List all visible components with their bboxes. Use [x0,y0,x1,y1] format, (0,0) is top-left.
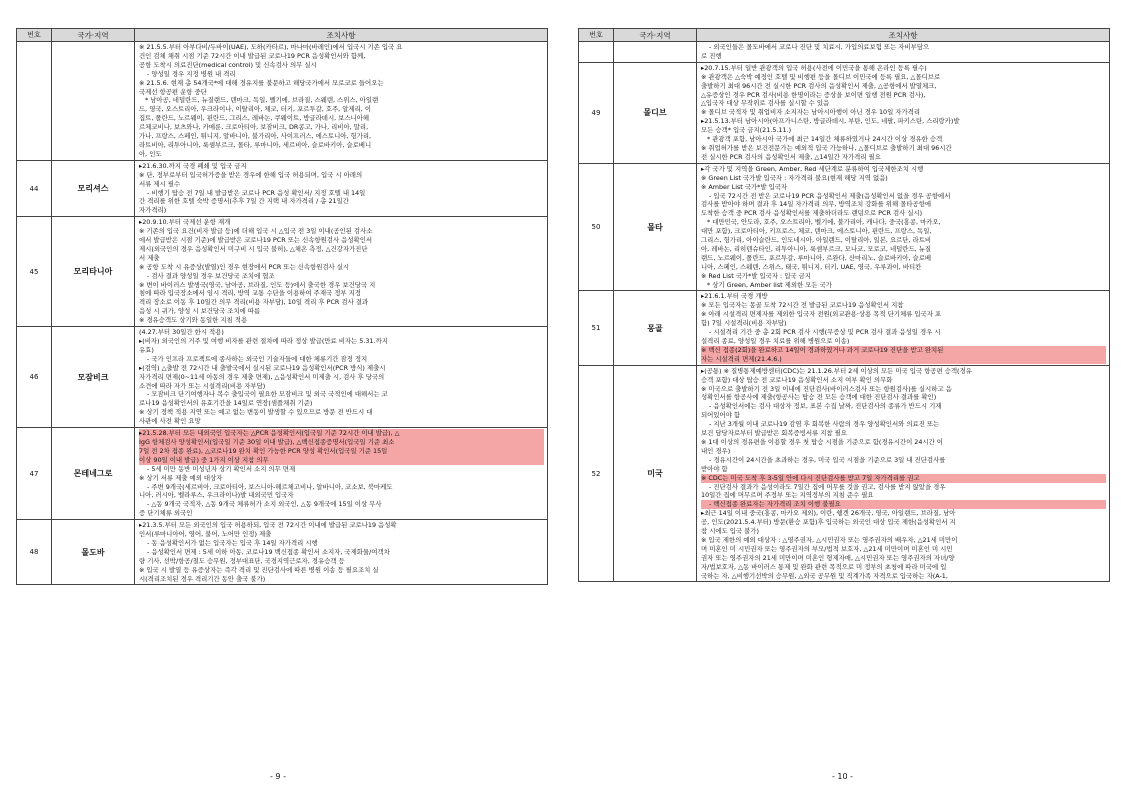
measure-line: ▸21.5.28.부터 모든 내외국인 입국자는 △PCR 음성확인서(입국일 기준 72시간 이내 발급), △ [139,429,544,438]
row-number: 47 [17,428,52,520]
header-measure: 조치사항 [135,29,548,42]
measure-cell [697,163,1110,291]
measure-line: ※ 관광객은 △숙박 예정인 호텔 및 비행편 등을 몰디브 이민국에 등록 필요, △몰디브로 [701,72,941,81]
measure-line: 이상 90일 이내 발급) 중 1가지 이상 지참 의무 [139,456,544,465]
measure-line: 참 시에도 입국 불가) [701,527,759,536]
measure-line: 자/법보호자, △동 바이러스 통제 및 완화 관련 목적으로 미 정부의 초청에 따라 미국에 입 [701,562,947,571]
measure-line: 서류 제시 필수 [139,179,181,188]
measure-line: 량 기사, 선박/항공/철도 승무원, 정부대표단, 국경지역근로자, 경유승객 등 [139,556,345,565]
measure-line: ※ 공항 도착 시 유증상(발열)인 경우 현장에서 PCR 또는 신속항원검사 실시 [139,262,350,271]
measure-line: * 상기 Green, Amber list 제외한 모든 국가 [707,280,832,289]
measure-line: 아, 레바논, 리히텐슈타인, 리투아니아, 룩셈부르크, 모나코, 모로코, 네덜란드, 뉴질 [701,244,932,253]
measure-line: ▸21.3.5.부터 모든 외국인의 입국 허용하되, 입국 전 72시간 이내에 발급된 코로나19 음성확 [139,521,397,530]
measure-line: - 국가 인프라 프로젝트에 종사하는 외국인 기술자들에 대한 체류기간 잠정 정지 [147,354,368,363]
row-number: 52 [579,365,614,582]
measure-line: - 5세 미만 동반 미성년자 상기 확인서 소지 의무 면제 [147,464,296,473]
measure-line: ※ CDC는 미국 도착 후 3-5일 안에 다시 진단검사를 받고 7일 자가격리를 권고 [701,474,1106,483]
measure-line: 드, 영국, 오스트리아, 우크라이나, 이탈리아, 체코, 터키, 포르투갈, 호주, 알제리, 이 [139,105,372,114]
measures-table-left [16,28,548,585]
measure-line: - △동 9개국 국적자, △동 9개국 체류허가 소지 외국인, △동 9개국에 15일 이상 무사 [147,500,382,509]
measure-line: ▸20.7.15.부터 일반 관광객의 입국 허용(사전에 이민국을 통해 온라인 등록 필수) [701,63,927,72]
row-number: 50 [579,163,614,291]
measure-line: 르체코비나, 보츠와나, 카메룬, 크로아티아, 보잠비크, DR콩고, 가나, 리비아, 말리, [139,123,369,132]
measures-table-right [578,28,1110,582]
table-row [17,428,548,520]
country-name: 미국 [614,365,697,582]
measure-line: 시(격리조치된 경우 격리기간 동안 출국 불가) [139,574,266,583]
measure-line: ※ 21.5.5.부터 아부다비/두바이(UAE), 도하(카타르), 마나마(바레인)에서 입국시 기존 입국 요 [139,43,403,51]
measure-line: ※ 상기 서류 제출 예외 대상자 [139,473,223,482]
measure-line: 10일간 집에 머무르며 주정부 또는 지역정부의 지침 준수 필요 [701,491,874,500]
measure-line: IgG 항체검사 양성확인서(입국일 기준 30일 이내 발급), △백신접종증명서(입국일 기준 최소 [139,438,544,447]
row-number: 48 [17,520,52,585]
page-right [578,28,1110,582]
measure-line: 성확인서를 항공사에 제출(항공사는 탑승 전 모든 승객에 대한 진단검사 결과를 확인) [701,393,937,402]
measure-cell [135,327,548,428]
measure-line: 검사를 받아야 하며 결과 후 14일 자가격리 의무, 방역조치 강화를 위해 몰타공항에 [701,200,932,209]
measure-cell [135,42,548,161]
measure-line: ▸20.9.10.부터 국제선 운항 재개 [139,218,231,227]
measure-cell [135,160,548,216]
page-number-right: - 10 - [832,772,854,781]
measure-line: - 백신접종 완료자는 자가격리 조치 이행 불필요 [701,500,1106,509]
measure-line: ※ 아래 시설격리 면제자를 제외한 입국자 전원(외교관용·상용 목적 단기체류 입국자 포 [701,310,942,319]
measure-line: 제시(외국인의 경우 음성확인서 미구비 시 입국 불허), △체온 측정, △건강자가진단 [139,244,368,253]
table-header [17,29,548,42]
measure-line: 받아야 함 [701,464,728,473]
country-name: 몰도바 [52,520,135,585]
measure-cell [135,217,548,327]
measure-line: 집트, 폴란드, 노르웨이, 핀란드, 그리스, 레바논, 쿠웨이트, 방글라데시, 보스니아헤 [139,114,370,123]
row-number [17,42,52,161]
measure-line: ※ 단, 정부로부터 입국허가증을 받은 경우에 한해 입국 허용되며, 입국 시 아래의 [139,170,363,179]
measure-line: (4.27.부터 30일간 한시 적용) [139,328,224,337]
measure-line: ※ 경유승객도 상기와 동일한 지침 적용 [139,316,248,325]
measure-line: 격리 장소로 이동 후 10일간 의무 격리(비용 자부담), 10일 격리 후 PCR 검사 결과 [139,298,369,307]
measure-line: - 주변 9개국(세르비아, 크로아티아, 보스니아-헤르체고비나, 알바니아, 코소보, 북마케도 [147,482,393,491]
header-country: 국가·지역 [52,29,135,42]
measure-line: ※ Amber List 국가*발 입국자 [701,182,788,191]
measure-line: 니아, 스페인, 스웨덴, 스위스, 태국, 튀니지, 터키, UAE, 영국, 우루과이, 바티칸 [701,262,922,271]
measure-line: 증 단기체류 외국인 [139,509,193,518]
measure-line: * 대만민국, 안도라, 호주, 오스트리아, 벨기에, 불가리아, 캐나다, 중국(홍콩, 마카오, [707,218,941,227]
measure-line: 인서(루마니아어, 영어, 불어, 노어만 인정) 제출 [139,530,272,539]
row-number: 44 [17,160,52,216]
country-name: 모잠비크 [52,327,135,428]
table-row [17,160,548,216]
measure-line: 로 진행 [701,51,722,60]
measure-line: 모든 승객* 입국 금지(21.5.11.) [701,126,792,135]
measure-line: ※ 상기 정책 적용 지연 또는 예고 없는 변동이 발생할 수 있으므로 방문 전 반드시 대 [139,408,373,417]
measure-line: ※ 기존의 입국 요건(비자 발급 등)에 더해 입국 시 △입국 전 3일 이내(공인된 검사소 [139,227,373,236]
measure-line: - 모잠비크 단기여행자나 복수 출입국이 필요한 모잠비크 및 외국 국적인에 대해서는 코 [147,390,388,399]
measure-line: - 외국인들은 몰도바에서 코로나 진단 및 치료시, 가입의료보험 또는 자비부담으 [709,43,930,51]
measure-line: - 검사 결과 양성일 경우 보건당국 조치에 협조 [147,271,275,280]
measure-line: ▸각 국가 및 지역을 Green, Amber, Red 세단계로 분류하여 입국제한조치 시행 [701,164,924,173]
row-number: 46 [17,327,52,428]
measure-line: 국제선 항공편 운항 중단 [139,87,207,96]
measure-line: ※ 취업허가를 받은 보건전문가는 예외적 입국 가능하나, △몰디브로 출발하기 최대 96시간 [701,143,952,152]
measure-line: 설격리 종료, 양성일 경우 치료를 위해 병원으로 이송) [701,337,850,345]
measure-line: - 음성확인서에는 검사 대상자 정보, 표본 수집 날짜, 진단검사의 종류가 반드시 기재 [709,402,942,411]
measure-line: - 지난 3개월 이내 코로나19 감염 후 회복한 사람의 경우 양성확인서와 의료진 또는 [709,420,940,429]
measure-line: - 동 음성확인서가 없는 입국자는 입국 후 14일 자가격리 시행 [147,538,318,547]
page-left [16,28,548,585]
row-number: 51 [579,291,614,365]
table-row [17,217,548,327]
measure-line: 국하는 자, △비행기선박의 승무원, △외국 공무원 및 직계가족 자격으로 입국하는 자(A-1, [701,571,948,580]
measure-line: 함) 7일 시설격리(비용 자부담) [701,319,787,328]
measure-line: ※ 변이 바이러스 발생국(영국, 남아공, 브라질, 인도 등)에서 출국한 경우 보건당국 지 [139,280,376,289]
measure-line: 7일 전 2차 접종 완료), △코로나19 완치 확인 가능한 PCR 양성 확인서(입국일 기준 15일 [139,447,544,456]
measure-line: 자가격리 면제(0~11세 아동의 경우 제출 면제), △음성확인서 미제출 시, 검사 후 당국의 [139,372,385,381]
measure-line: 출발하기 최대 96시간 전 실시한 PCR 검사의 음성확인서 제출, △공항에서 발열체크, [701,81,937,90]
measure-cell [697,291,1110,365]
measure-line: 보건 담당자로부터 발급받은 회복증빙서류 지참 필요 [701,429,847,438]
measure-line: 자가격리) [139,206,167,215]
measure-line: ※ 입국 시 발열 등 유증상자는 즉각 격리 및 진단검사에 따른 병원 이송 등 필요조치 실 [139,565,379,574]
measure-line: 그리스, 헝가리, 아이슬란드, 인도네시아, 아일랜드, 이탈리아, 일본, 요르단, 라트비 [701,236,932,245]
measure-line: ※ 입국 제한의 예외 대상자 : △영주권자, △시민권자 또는 영주권자의 배우자, △21세 미만이 [701,535,958,544]
measure-cell [135,428,548,520]
measure-line: 유효) [139,345,154,354]
measure-line: ※ 1대 이상의 경유편을 이용할 경우 첫 탑승 시점을 기준으로 함(경유시간이 24시간 이 [701,437,943,446]
country-name: 모리셔스 [52,160,135,216]
table-row [17,327,548,428]
measure-line: ※ 미국으로 출발하기 전 3일 이내에 진단검사(바이러스검사 또는 항원검사)를 실시하고 음 [701,384,952,393]
measure-line: 아, 인도 [139,149,162,158]
measure-line: ※ Red List 국가*발 입국자 : 입국 금지 [701,271,811,280]
row-number: 49 [579,62,614,163]
measure-line: △입국자 대상 무작위로 검사를 실시할 수 있음 [701,99,830,108]
country-name: 몬테네그로 [52,428,135,520]
measure-line: 서 제출 [139,253,160,262]
measure-cell [697,62,1110,163]
measure-line: 전 실시한 PCR 검사의 음성확인서 제출, △14일간 자가격리 필요 [701,152,881,161]
row-number: 45 [17,217,52,327]
measure-line: 니아, 러시아, 벨라루스, 우크라이나)발 내외국민 입국자 [139,491,294,500]
measure-line: - 경유시간이 24시간을 초과하는 경우, 미국 입국 시점을 기준으로 3일 내 진단검사를 [709,455,946,464]
measure-line: 소견에 따라 자가 또는 시설격리(비용 자부담) [139,381,266,390]
measure-cell [697,42,1110,63]
measure-line: ▸최근 14일 이내 중국(홍콩, 마카오 제외), 이란, 쉥겐 26개국, 영국, 아일랜드, 브라질, 남아 [701,509,956,518]
measure-line: 자는 시설격리 면제(21.4.6.) [701,355,1106,364]
measure-line: ※ Green List 국가발 입국자 : 자가격리 불요(현재 해당 지역 없음) [701,173,888,182]
measure-line: 가나, 프랑스, 스페인, 튀니지, 알바니아, 불가리아, 사이프러스, 에스토니아, 헝가리, [139,132,372,141]
measure-line: ※ 모든 입국자는 몽골 도착 72시간 전 발급된 코로나19 음성확인서 지참 [701,301,904,310]
country-name: 몽골 [614,291,697,365]
measure-line: - 진단검사 결과가 음성이라도 7일간 집에 머무를 것을 권고, 검사를 받지 않았을 경우 [709,482,946,491]
measure-line: 침에 따라 입국장소에서 임시 격리, 방역 교통 수단을 이용하여 주재국 정부 지정 [139,289,361,298]
page-number-left: - 9 - [270,772,286,781]
country-name [614,42,697,63]
measure-line: ▸(비자) 외국인의 거주 및 여행 비자를 관련 절차에 따라 정상 발급(만료 비자는 5.31.까지 [139,337,388,345]
measure-line: 내인 경우) [701,446,731,455]
measure-line: 권자 또는 영주권자의 21세 미만이며 미혼인 형제자매, △시민권자 또는 영주권자의 자녀/양 [701,553,955,562]
measure-line: ▸21.6.30.까지 국경 폐쇄 및 입국 금지 [139,161,247,170]
measure-line: 음성 시 귀가, 양성 시 보건당국 조치에 따름 [139,307,261,316]
measure-line: - 양성일 경우 지정 병원 내 격리 [147,69,236,78]
table-row [579,163,1110,291]
measure-line: ▸(검역) △출발 전 72시간 내 출발국에서 실시된 코로나19 음성확인서(PCR 방식) 제출시 [139,363,386,372]
measure-line: ※ 21.5.6. 현재 총 54개국*에 대해 경유지를 불문하고 해당국가에서 모로코로 들어오는 [139,78,384,87]
measure-line: 에서 발급받은 시점 기준)에 발급받은 코로나19 PCR 또는 신속항원검사 음성확인서 [139,236,373,245]
measure-line: 도착한 승객 중 PCR 검사 음성확인서를 제출하더라도 랜덤으로 PCR 검사 실시) [701,209,923,218]
measure-line: - 음성확인서 면제 : 5세 이하 아동, 코로나19 백신접종 확인서 소지자, 국제화물/여객차 [147,547,390,556]
measure-line: - 비행기 탑승 전 7일 내 발급받은 코로나 PCR 음성 확인서/ 지정 호텔 내 14일 [147,188,366,197]
measure-cell [135,520,548,585]
table-row [579,62,1110,163]
measure-line: 공, 인도(2021.5.4.부터) 방문(환승 포함)후 입국하는 외국인 대상 입국 제한(음성확인서 지 [701,518,956,527]
measure-cell [697,365,1110,582]
measure-line: 건인 검체 채취 시점 기준 72시간 이내 발급된 코로나19 PCR 음성확인서와 함께, [139,51,366,60]
measure-line: * 관광객 포함, 남아시아 국가에 최근 14일간 체류하였거나 24시간 이상 경유한 승객 [707,135,943,144]
measure-line: 며 미혼인 미 시민권자 또는 영주권자의 부모/법적 보호자, △21세 미만이며 미혼인 미 시민 [701,544,953,553]
measure-line: ※ 몰디브 국적자 및 취업비자 소지자는 남아시아행이 아닌 경우 10일 자가격리 [701,108,920,117]
table-row [579,42,1110,63]
measure-line: 대만 포함), 크로아티아, 키프로스, 체코, 덴마크, 에스토니아, 핀란드, 프랑스, 독일, [701,227,932,236]
header-no: 번호 [579,29,614,42]
country-name: 몰디브 [614,62,697,163]
measure-line: ▸(공통) ※ 질병통제예방센터(CDC)는 21.1.26.부터 2세 이상의 모든 미국 입국 항공편 승객(경유 [701,366,972,375]
measure-line: 간 격리를 위한 호텔 숙박 증명서(추후 7일 간 지택 내 자가격리 / 총 21일간 [139,197,349,206]
header-measure: 조치사항 [697,29,1110,42]
measure-line: 라트비아, 리투아니아, 룩셈부르크, 몰타, 루마니아, 세르비아, 슬로바키아, 슬로베니 [139,140,372,149]
row-number [579,42,614,63]
measure-line: 승객 포함) 대상 탑승 전 코로나19 음성확인서 소지 여부 확인 의무화 [701,375,893,384]
measure-line: △유증상인 경우 PCR 검사(비용 한명이라는 증상을 보이면 일행 전원 PCR 검사), [701,90,926,99]
measure-line: 랜드, 노르웨이, 폴란드, 포르투갈, 루마니아, 르완다, 산마리노, 슬로바키아, 슬로베 [701,253,932,262]
measure-line: 공항 도착시 의료진단(medical control) 및 신속검사 의무 실시 [139,60,317,69]
measure-line: ※ 백신 접종(2회)을 완료하고 14일이 경과하였거나 과거 코로나19 진단을 받고 완치된 [701,346,1106,355]
measure-line: 되어있어야 함 [701,411,741,420]
country-name: 몰타 [614,163,697,291]
country-name [52,42,135,161]
table-row [579,291,1110,365]
measure-line: 사관에 사전 확인 요망 [139,417,201,426]
table-row [579,365,1110,582]
measure-line: 로나19 음성확인서의 유효기간을 14일로 연장(샘플채취 기준) [139,399,313,408]
table-row [17,42,548,161]
measure-line: ▸21.5.13.부터 남아시아(아프가니스탄, 방글라데시, 부탄, 인도, 네팔, 파키스탄, 스리랑카)발 [701,117,960,126]
measure-line: ▸21.6.1.부터 국경 개방 [701,292,768,301]
table-header [579,29,1110,42]
header-no: 번호 [17,29,52,42]
measure-line: * 남아공, 네덜란드, 뉴질랜드, 덴마크, 독일, 벨기에, 브라질, 스웨덴, 스위스, 아일랜 [145,96,379,105]
header-country: 국가·지역 [614,29,697,42]
measure-line: - 입국 72시간 전 받은 코로나19 PCR 음성확인서 제출(음성확인서 없을 경우 공항에서 [709,191,951,200]
table-row [17,520,548,585]
table-body [17,42,548,585]
table-body [579,42,1110,582]
measure-line: - 시설격리 기간 중 총 2회 PCR 검사 시행(무증상 및 PCR 검사 결과 음성일 경우 시 [709,328,941,337]
country-name: 모리타니아 [52,217,135,327]
